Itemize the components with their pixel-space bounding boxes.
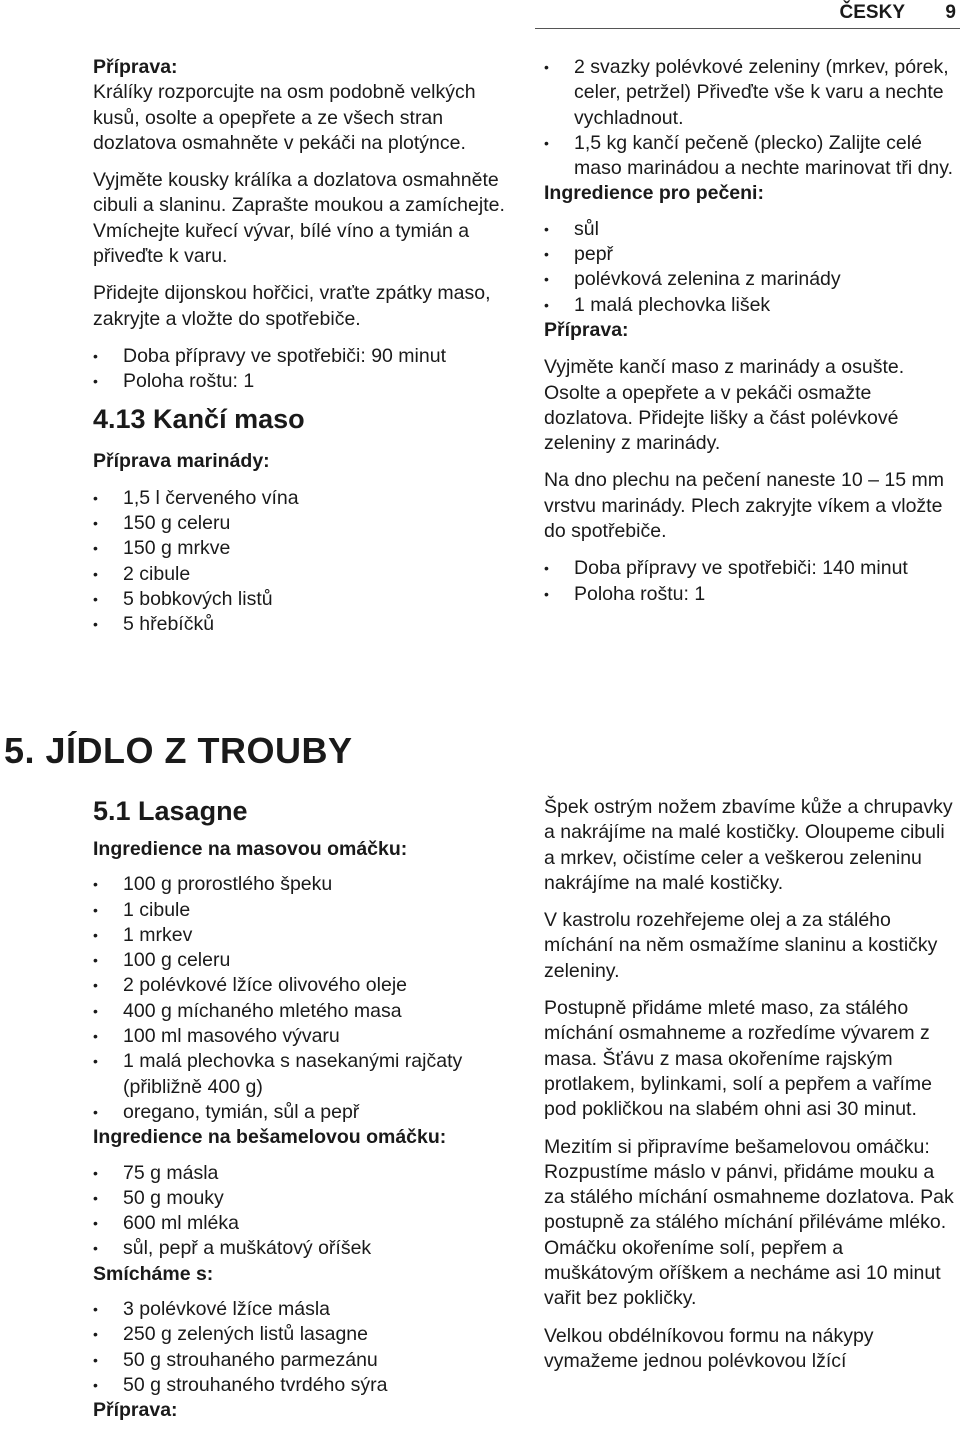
header-rule bbox=[535, 28, 960, 29]
list-item: • polévková zelenina z marinády bbox=[544, 267, 954, 292]
page-header bbox=[0, 2, 960, 26]
list-item: • 5 bobkových listů bbox=[93, 587, 513, 612]
list-item: • Doba přípravy ve spotřebiči: 140 minut bbox=[544, 556, 954, 581]
marinade-heading: Příprava marinády: bbox=[93, 449, 270, 472]
list-item: • 1,5 l červeného vína bbox=[93, 486, 513, 511]
list-item: • 100 ml masového vývaru bbox=[93, 1024, 513, 1049]
paragraph: Přidejte dijonskou hořčici, vraťte zpátky maso, zakryjte a vložte do spotřebiče. bbox=[93, 282, 491, 330]
paragraph: Vyjměte kančí maso z marinády a osušte. Osolte a opepřete a v pekáči osmažte dozlatova. Přidejte lišky a část polévkové zeleniny z marinády. bbox=[544, 356, 905, 455]
list-item: • sůl, pepř a muškátový oříšek bbox=[93, 1236, 513, 1261]
list-item: • 1 malá plechovka lišek bbox=[544, 293, 954, 318]
list-item: • 2 svazky polévkové zeleniny (mrkev, pórek, celer, petržel) Přiveďte vše k varu a nechte vychladnout. bbox=[544, 55, 954, 131]
list-item: • 50 g strouhaného parmezánu bbox=[93, 1348, 513, 1373]
list-item: • Poloha roštu: 1 bbox=[93, 369, 513, 394]
list-item: • 1 mrkev bbox=[93, 923, 513, 948]
paragraph: Velkou obdélníkovou formu na nákypy vymažeme jednou polévkovou lžící bbox=[544, 1324, 874, 1372]
list-item: • 50 g mouky bbox=[93, 1186, 513, 1211]
marinade-list bbox=[93, 486, 513, 638]
list-item: • 400 g míchaného mletého masa bbox=[93, 999, 513, 1024]
list-item: • 5 hřebíčků bbox=[93, 612, 513, 637]
section-title: 5.1 Lasagne bbox=[93, 796, 248, 826]
meat-sauce-list bbox=[93, 872, 513, 1125]
bechamel-list bbox=[93, 1161, 513, 1262]
list-item: • oregano, tymián, sůl a pepř bbox=[93, 1100, 513, 1125]
combine-heading: Smícháme s: bbox=[93, 1262, 214, 1285]
paragraph: Králíky rozporcujte na osm podobně velkých kusů, osolte a opepřete a ze všech stran dozlatova osmahněte v pekáči na plotýnce. bbox=[93, 81, 476, 154]
list-item: • 2 polévkové lžíce olivového oleje bbox=[93, 973, 513, 998]
section-title: 4.13 Kančí maso bbox=[93, 403, 305, 434]
paragraph: V kastrolu rozehřejeme olej a za stálého míchání na něm osmažíme slaninu a kostičky zeleniny. bbox=[544, 909, 938, 982]
list-item: • 100 g celeru bbox=[93, 948, 513, 973]
paragraph: Na dno plechu na pečení naneste 10 – 15 mm vrstvu marinády. Plech zakryjte víkem a vložte do spotřebiče. bbox=[544, 469, 945, 543]
priprava-heading: Příprava: bbox=[544, 318, 629, 341]
left-column-bottom bbox=[93, 795, 513, 1424]
list-item: • Doba přípravy ve spotřebiči: 90 minut bbox=[93, 344, 513, 369]
left-column-top bbox=[93, 55, 513, 650]
chapter-title: 5. JÍDLO Z TROUBY bbox=[4, 730, 353, 771]
info-list bbox=[93, 344, 513, 395]
roast-list bbox=[544, 217, 954, 318]
list-item: • 600 ml mléka bbox=[93, 1211, 513, 1236]
language-label: ČESKY bbox=[839, 2, 905, 23]
priprava-heading: Příprava: bbox=[93, 56, 178, 78]
paragraph: Vyjměte kousky králíka a dozlatova osmahněte cibuli a slaninu. Zaprašte moukou a zamíchejte. Vmíchejte kuřecí vývar, bílé víno a tymián a přiveďte k varu. bbox=[93, 169, 505, 268]
combine-list bbox=[93, 1297, 513, 1398]
list-item: • 150 g mrkve bbox=[93, 536, 513, 561]
paragraph: Mezitím si připravíme bešamelovou omáčku: Rozpustíme máslo v pánvi, přidáme mouku a za stálého míchání osmahneme dozlatova. Pak postupně za stálého míchání přiléváme mléko. Omáčku okořeníme solí, pepřem a muškátovým oříškem a necháme asi 10 minut vařit bez pokličky. bbox=[544, 1135, 954, 1310]
page-number: 9 bbox=[945, 2, 956, 23]
right-column-top bbox=[544, 55, 954, 619]
list-item: • 1,5 kg kančí pečeně (plecko) Zalijte celé maso marinádou a nechte marinovat tři dny. bbox=[544, 131, 954, 182]
list-item: • 3 polévkové lžíce másla bbox=[93, 1297, 513, 1322]
meat-sauce-heading: Ingredience na masovou omáčku: bbox=[93, 838, 408, 860]
list-item: • 2 cibule bbox=[93, 562, 513, 587]
paragraph: Postupně přidáme mleté maso, za stálého míchání osmahneme a rozředíme vývarem z masa. Šťávu z masa okořeníme rajským protlakem, bylinkami, solí a pepřem a vaříme pod pokličkou na slabém ohni asi 30 minut. bbox=[544, 997, 932, 1121]
roast-heading: Ingredience pro pečeni: bbox=[544, 182, 764, 205]
paragraph: Špek ostrým nožem zbavíme kůže a chrupavky a nakrájíme na malé kostičky. Oloupeme cibuli a mrkev, očistíme celer a veškerou zeleninu nakrájíme na malé kostičky. bbox=[544, 796, 953, 894]
priprava-heading: Příprava: bbox=[93, 1399, 178, 1422]
list-item: • sůl bbox=[544, 217, 954, 242]
list-item: • Poloha roštu: 1 bbox=[544, 582, 954, 607]
list-item: • 100 g prorostlého špeku bbox=[93, 872, 513, 897]
right-column-bottom bbox=[544, 795, 954, 1386]
info-list bbox=[544, 556, 954, 607]
list-item: • 250 g zelených listů lasagne bbox=[93, 1322, 513, 1347]
list-item: • 75 g másla bbox=[93, 1161, 513, 1186]
list-item: • 50 g strouhaného tvrdého sýra bbox=[93, 1373, 513, 1398]
list-item: • 150 g celeru bbox=[93, 511, 513, 536]
list-item: • 1 malá plechovka s nasekanými rajčaty (přibližně 400 g) bbox=[93, 1049, 513, 1100]
list-item: • 1 cibule bbox=[93, 898, 513, 923]
marinade-list-continued bbox=[544, 55, 954, 181]
bechamel-heading: Ingredience na bešamelovou omáčku: bbox=[93, 1126, 447, 1149]
list-item: • pepř bbox=[544, 242, 954, 267]
